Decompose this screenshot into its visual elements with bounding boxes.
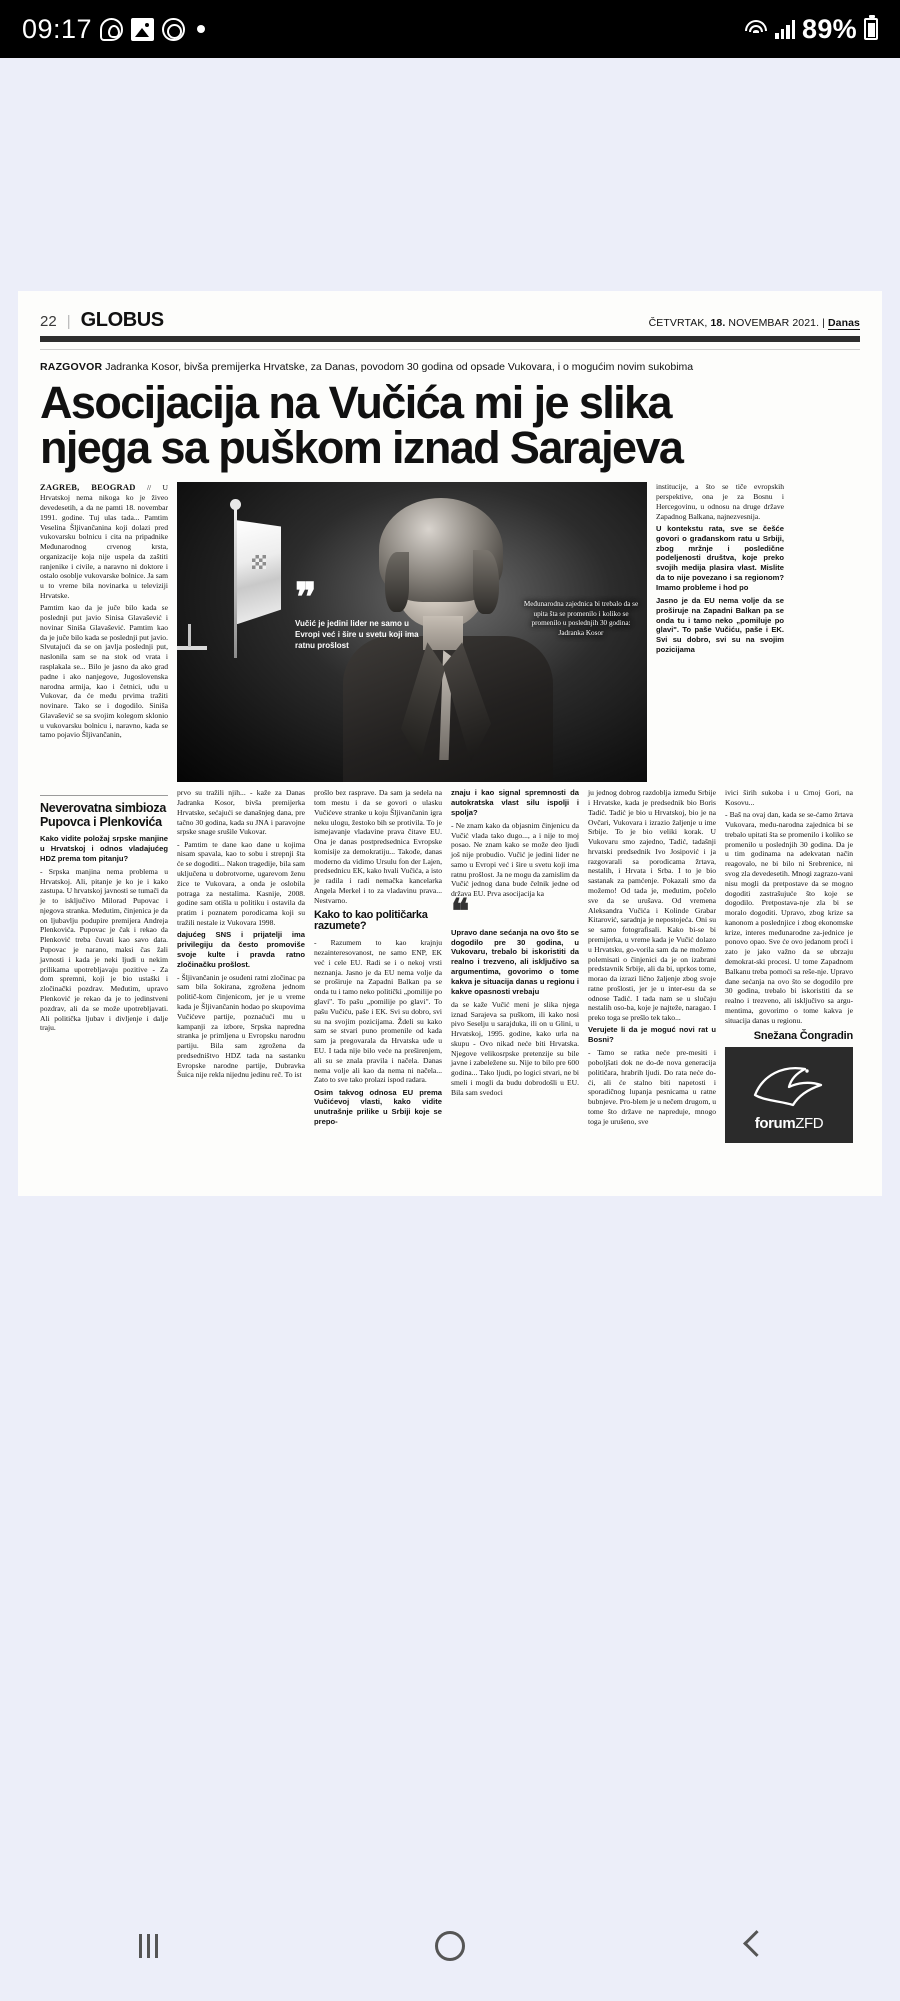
article-photo-block bbox=[177, 482, 647, 782]
dateline: ZAGREB, BEOGRAD bbox=[40, 482, 136, 493]
status-bar bbox=[0, 0, 900, 58]
headline-line-1: Asocijacija na Vučića mi je slika bbox=[40, 377, 671, 429]
column-3-para-2: - Razumem to kao krajnju nezainteresovanost, ne samo ENP, EK već i cele EU. Radi se i o nekoj vrsti neznanja. Jasno je da EU nema volje da se proširuje na Zapadni Balkan pa se onda tu i tamo neko politički „pomilije po glavi". To pašu „pomilije po glavi". To pašu Vučiću, paše i EK. Svi su dobro, svi su na svojim pozicijama. Ždeli su kako sam se stvari puno promenile od kada sam ja pregovarala da Hrvatska uđe u EU. I tada nije bilo veće na preširenjem, ali su se znala pravila i načela. Danas nema volje ali kao da nema ni načela... Zato to sve tako prolazi ispod radara. bbox=[314, 938, 442, 1085]
headline-line-2: njega sa puškom iznad Sarajeva bbox=[40, 421, 683, 473]
flag-checkerboard bbox=[252, 555, 266, 569]
column-3 bbox=[314, 788, 442, 1143]
column-3-subhead: Kako to kao političarka razumete? bbox=[314, 908, 428, 933]
status-bar-right bbox=[744, 14, 878, 45]
column-1-subhead: Neverovatna simbioza Pupovca i Plenkovića bbox=[40, 801, 166, 829]
home-button[interactable] bbox=[435, 1931, 465, 1961]
column-2-highlight: dajućeg SNS i prijatelji ima privilegiju da često promoviše svoje kulte i pravda ratno zločinačku prošlost. bbox=[177, 930, 305, 969]
article-author: Snežana Čongradin bbox=[753, 1030, 853, 1043]
column-5-question: Verujete li da je moguć novi rat u Bosni? bbox=[588, 1025, 716, 1045]
logo-text-bold: forum bbox=[754, 1115, 796, 1133]
source-name: Danas bbox=[827, 317, 860, 329]
battery-icon bbox=[864, 18, 878, 40]
masthead bbox=[40, 309, 860, 332]
masthead-date bbox=[649, 317, 860, 329]
column-3-para-1: prošlo bez rasprave. Da sam ja sedela na tom mestu i da se govori o ulasku Vučićeve stranke u koju Šljivančanin igra neku ulogu, žestoko bih se protivila. To je ismejavanje vladavine prava čitave EU. Ona je danas postpredsednica Evropske komisije za demokratiju... Takođe, danas moderno da vidimo Ursulu fon der Lajen, predsednicu EK, kako hvali Vučića, a isto je radila i radi nemačka kancelarka Angela Merkel i to za vladavinu prava... Nestvarno. bbox=[314, 788, 442, 905]
column-divider bbox=[40, 795, 168, 796]
forumzfd-logo bbox=[725, 1047, 853, 1143]
column-4 bbox=[451, 788, 579, 1143]
page-number: 22 bbox=[40, 313, 57, 330]
column-1-para-1: // U Hrvatskoj nema nikoga ko je živeo devedesetih, a da ne pamti 18. novembar 1991. godine. Tuj ulas tada... Pamtim Veselina Šljivančanina koji dolazi pred vukovarsku bolnicu i cita na pripadnike Međunarodnog crvenog krsta, organizacije koja nije uspela da zaštiti ranjenike i civile, a naravno ni doktore i ostalo osoblje vukovarske bolnice. Ja sam u to vreme bila novinarka u televiziji Hrvatske. bbox=[40, 483, 168, 600]
signal-bars-icon bbox=[775, 20, 795, 39]
flag-graphic bbox=[225, 508, 281, 658]
publication-title: GLOBUS bbox=[80, 309, 164, 331]
column-1 bbox=[40, 482, 168, 782]
back-button[interactable] bbox=[743, 1931, 761, 1961]
article-headline bbox=[40, 377, 860, 473]
date-separator: | bbox=[822, 317, 825, 329]
viber-icon bbox=[100, 18, 123, 41]
dateline-paragraph bbox=[40, 482, 168, 601]
flag-cloth bbox=[237, 520, 281, 624]
column-3-question: Osim takvog odnosa EU prema Vučićevoj vlasti, kako vidite unutrašnje prilike u Srbiji koje se prepo- bbox=[314, 1087, 442, 1127]
app-icon bbox=[162, 18, 185, 41]
article-photo bbox=[177, 482, 647, 782]
column-2-para-1: prvo su tražili njih... - kaže za Danas Jadranka Kosor, bivša premijerka Hrvatske, sećajući se današnjeg dana, pre tačno 30 godina, kada su JNA i paravojne srpske snage srušile Vukovar. bbox=[177, 788, 305, 837]
status-time: 09:17 bbox=[22, 13, 93, 44]
block-quote-mark-icon: ❝ bbox=[451, 893, 470, 932]
pull-quote-text: Vučić je jedini lider ne samo u Evropi već i šire u svetu koji ima ratnu prošlost bbox=[295, 619, 419, 650]
wifi-icon bbox=[744, 19, 768, 39]
column-6-para-1: institucije, a što se tiče evropskih perspektive, ona je za Bosnu i Hercegovinu, u odnosu na druge države Zapadnog Balkana, najnezvesnija. bbox=[656, 482, 784, 521]
masthead-thin-rule bbox=[40, 349, 860, 350]
column-2-para-3: - Šljivančanin je osuđeni ratni zločinac pa sam bila šokirana, zgrožena jednom politič-kom činjenicom, jer je u vreme kada je Šljivančanin hodao po skupovima Vučićeve partije, poznaćući mu u kampanji za izbore, Srpska napredna stranka je primljena u Evropsku narodnu partiju. Bila sam zgrožena da predsedništvo HDZ tada na sastanku Evropske narodne partije, Dubravka Šuica nije rekla nijednu jedinu reč. To ist bbox=[177, 972, 305, 1080]
column-1-lower bbox=[40, 788, 168, 1143]
android-nav-bar bbox=[0, 1891, 900, 2001]
battery-percent: 89% bbox=[802, 13, 857, 44]
column-6-para-2: ivici širih sukoba i u Crnoj Gori, na Kosovu... bbox=[725, 788, 853, 807]
person-hair bbox=[379, 498, 503, 602]
kicker-text: Jadranka Kosor, bivša premijerka Hrvatske, za Danas, povodom 30 godina od opsade Vukovara, i o mogućim novim sukobima bbox=[102, 361, 694, 373]
date-day: ČETVRTAK, bbox=[648, 317, 708, 329]
column-5-para-1: ju jednog dobrog razdoblja između Srbije i Hrvatske, kada je predsednik bio Boris Tadić. Tadić je bio u Hrvatskoj, bio je na Ovčari, Vukovara i izrazio žaljenje u ime Srbije. To je bio veliki korak. U Vukovaru smo zajedno, Tadić, tadašnji hrvatski predsednik Ivo Josipović i ja razgovarali sa porodicama žrtava, nestalih, i Hrvata i Srba. I to je bio sastanak za pamćenje. Pokazali smo da možemo! Od tada je, međutim, počelo sve da se urušava. Od vremena Aleksandra Vučića i Kolinde Grabar Kitarović, saradnja je nepostojeća. Oni su se samo fotografisali. Kako bi-se bi premijerka, u vreme kada je Vučić dolazo u Hrvatsku, go-vorila sam da ne možemo polemisati o činjenici da je on izabrani predstavnik Srbije, ali da bi, uprkos tome, morao da izrazi lično žaljenje zbog svoje ratne prošlosti, jer je u inter-esu da se odnose Tadić. I tada nam se u slučaju nestalih oso-ba, koje je najteže, naragao. I preko toga se prešlo tek tako... bbox=[588, 788, 716, 1023]
column-6-question-1: U kontekstu rata, sve se češće govori o građanskom ratu u Srbiji, zbog mržnje i posledične podeljenosti društva, koje preko svojih medija plasira vlast. Mislite da to nije povezano i sa regionom? Imamo probleme i hod po bbox=[656, 523, 784, 592]
logo-text-thin: ZFD bbox=[795, 1115, 824, 1133]
article-upper-body bbox=[40, 482, 860, 782]
column-6-top bbox=[656, 482, 784, 782]
date-number: 18. bbox=[710, 317, 726, 329]
recents-button[interactable] bbox=[139, 1934, 158, 1958]
masthead-separator: | bbox=[66, 313, 71, 330]
article-kicker bbox=[40, 361, 860, 374]
column-2 bbox=[177, 788, 305, 1143]
column-1-question: Kako vidite položaj srpske manjine u Hrvatskoj i odnos vladajućeg HDZ prema tom pitanju? bbox=[40, 834, 168, 863]
newspaper-page[interactable] bbox=[18, 291, 882, 1196]
column-5 bbox=[588, 788, 716, 1143]
column-2-para-2: - Pamtim te dane kao dane u kojima nisam spavala, kao to sobu i strepnji šta će se dogoditi... Nakon tragedije, bila sam uključena u dobrotvorne, ugarevom ženu žice te Vukovara, a onda je oslobila potraga za nestalima. Kasnije, 2008. godine sam otišla u politiku i ostavila da pratim i poznatem porodicama koji su tražili nestale iz Vukovara 1998. bbox=[177, 839, 305, 927]
column-4-para-1: - Ne znam kako da objasnim činjenicu da Vučić vlada tako dugo..., a i nije to moj posao. Ne znam kako se može deo ljudi još nije probudio. Vučić je jedini lider ne samo u Evropi već i šire u svetu koji ima ratnu prošlost. Ja ne mogu da zamislim da Vučić jednog dana bude čelnik jedne od država EU. Prva asocijacija ka bbox=[451, 820, 579, 899]
column-4-para-2: da se kaže Vučić meni je slika njega iznad Sarajeva sa puškom, ili kako nosi pivo Seselju u sarajduka, ili on u Glini, u Hrvatskoj, 1995. godine, kako urla na skupu - Ovo nikad neće biti Hrvatska. Njegove velikosrpske pretenzije su bile javne i zabeležene su. Nije to bilo pre 600 godina... Tako ljudi, po logici stvari, ne bi smeli i mogli da budu dobrodošli u EU. Bila sam svedoci bbox=[451, 999, 579, 1097]
date-rest: NOVEMBAR 2021. bbox=[725, 317, 820, 329]
column-4-block-quote: Upravo dane sećanja na ovo što se dogodilo pre 30 godina, u Vukovaru, trebalo bi iskoristiti da realno i trezveno, ali isključivo sa argumentima, govorimo o tome kakva je situacija danas u regionu i kakve opasnosti vrebaju bbox=[451, 927, 579, 996]
quote-mark-icon: ❞ bbox=[295, 576, 315, 621]
masthead-rule bbox=[40, 336, 860, 342]
gallery-icon bbox=[131, 18, 154, 41]
column-1-answer: - Srpska manjina nema problema u Hrvatskoj. Ali, pitanje je ko je i kako zastupa. U hrvatskoj javnosti se tumači da je to isključivo Milorad Pupovac i njegova stranka. Međutim, činjenica je da on ljubavlju podupire premijera Andreja Plenkovića. Pupovac je čak i rekao da Plenković treba čuvati kao savo data. Pupovac je narano, maksi čas žali javnosti i kada je neki ljudi u nekim prilikama upotrebljavaju pozitive - Za dom spremni, koji je bio ustaški i zločinački pozdrav. Međutim, upravo Plenković je rekao da je to jedinstveni pozdrav, ali da se može upotrebljavati. Ali politička ljubav i divljenje i dalje traju. bbox=[40, 866, 169, 1033]
status-bar-left bbox=[22, 14, 205, 45]
dove-icon bbox=[747, 1061, 833, 1111]
photo-pull-quote bbox=[295, 576, 425, 652]
column-6-question-2: Jasno je da EU nema volje da se proširuje na Zapadni Balkan pa se onda tu i tamo neko „pomiluje po glavi". To paše Vučiću, paše i EK. Svi su dobro, svi su na svojim pozicijama bbox=[656, 595, 784, 655]
column-6-lower bbox=[725, 788, 853, 1143]
column-1-para-2: Pamtim kao da je juče bilo kada se poslednji put javio Sinisa Glavašević i novinar Siniša Glavašević. Pamtim kao da je juče bilo kada se poslednji put javio. Slvutajući da se on javlja poslednji put, naslonila sam se na stok od vrata i rasplakala se... Bilo je jasno da ako grad padne i ako nanjegove, Jugoslovenska narodna armija, kao i četnici, uđu u Vukovar, da će među prvima tražiti novinare. Tako se i dogodilo. Siniša Glavašević se sa svojim kolegom sklonio u vukovarsku bolnicu i, naravno, kada se tamo pojavio Šljivančanin, bbox=[40, 603, 168, 740]
flag-stand bbox=[177, 620, 209, 650]
logo-text bbox=[725, 1115, 853, 1132]
dot-indicator-icon bbox=[197, 25, 205, 33]
column-5-para-2: - Tamo se ratka neće pre-mesiti i poboljšati dok ne do-đe nova generacija političara, hrabrih ljudi. Do rata neće do-ći, ali će stalno biti napetosti i sporadičnog lupanja pesnicama u ratne bubnjeve. Pro-blem je u nečem drugom, u tome što države ne napreduje, mnogo toga je urušeno, sve bbox=[588, 1048, 716, 1126]
photo-caption: Međunarodna zajednica bi trebalo da se upita šta se promenilo i koliko se promenilo u poslednjih 30 godina: Jadranka Kosor bbox=[523, 600, 639, 637]
column-4-question: znaju i kao signal spremnosti da autokratska vlast silu ispolji i spolja? bbox=[451, 788, 579, 817]
article-lower-body bbox=[40, 788, 860, 1143]
masthead-left bbox=[40, 309, 164, 332]
column-6-para-3: - Baš na ovaj dan, kada se se-ćamo žrtava Vukovara, među-narodna zajednica bi se trebalo upitati šta se promenilo i koliko se promenilo u poslednjih 30 godina. Da je u tim godinama na adekvatan način reagovalo, ne bi bilo ni Srebrenice, ni svog zla devedesetih. Mnogi zagrazo-vani nisu mogli da pretpostave da se mogло dogoditi zastrašujuće što koje se dogodilo. Pretpostava-nje zla bi se moralo dogoditi. Upravo, zbog krize sa kanonom a poslednjice i zbog ekonomske krize, interes međunarodne za-jednice je ponovo opao. Sve će ovo jedаnom proći i zato je jako važno da se ubrzaju demokrat-ski procesi. U tome Zapadnom Balkanu treba pomoći sa reše-nje. Upravo dane sećanja na ovo što se dogodilo pre 30 godina, trebalo bi iskoristiti da se realno i trezveno, ali isključivo sa argu-mentima, govorimo o tome kakva je situacija danas u regionu. bbox=[725, 810, 853, 1025]
flag-pole bbox=[234, 508, 237, 658]
kicker-tag: RAZGOVOR bbox=[40, 361, 103, 373]
image-viewer-canvas[interactable] bbox=[0, 58, 900, 1891]
